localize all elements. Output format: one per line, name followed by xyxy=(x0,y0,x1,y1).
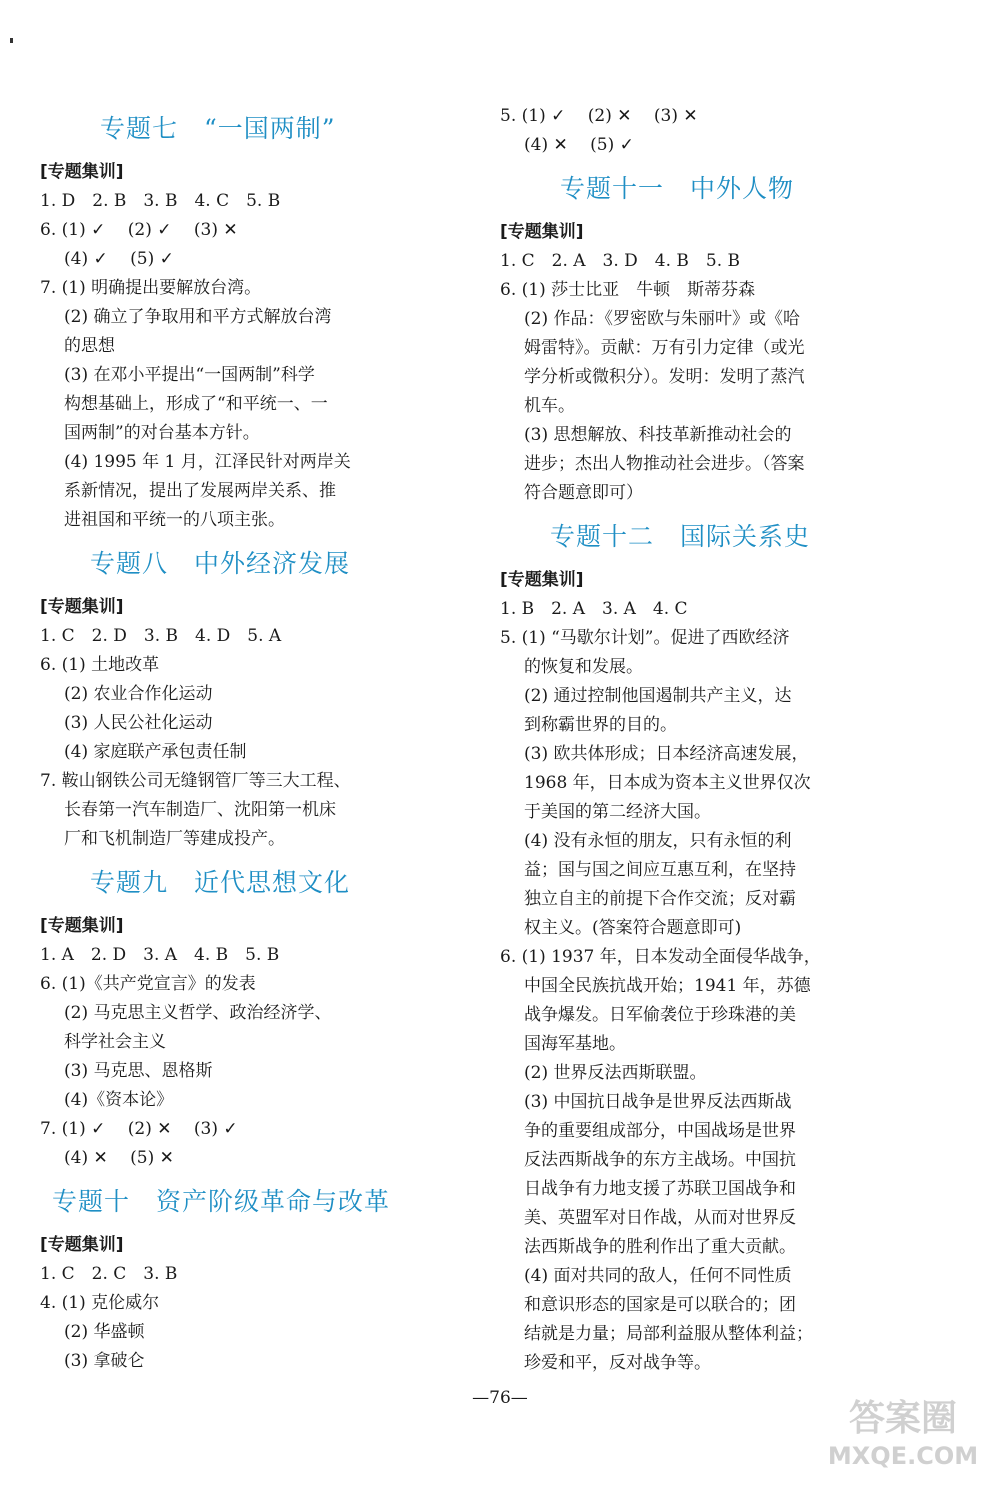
subsection-label: [专题集训] xyxy=(40,1235,124,1255)
answer-line: (4) 1995 年 1 月，江泽民针对两岸关 xyxy=(64,452,351,472)
answer-line: 到称霸世界的目的。 xyxy=(524,715,677,735)
subsection-label: [专题集训] xyxy=(500,570,584,590)
watermark-title: 答案圈 xyxy=(848,1398,958,1439)
answer-line: 1. C 2. A 3. D 4. B 5. B xyxy=(500,251,741,271)
answer-line: 战争爆发。日军偷袭位于珍珠港的美 xyxy=(524,1005,796,1025)
section-heading: 专题九 近代思想文化 xyxy=(90,868,351,897)
answer-line: 姆雷特》。贡献：万有引力定律（或光 xyxy=(524,338,805,358)
left-column xyxy=(40,100,440,1376)
watermark-url: MXQE.COM xyxy=(828,1442,978,1470)
section-heading: 专题十一 中外人物 xyxy=(560,174,795,203)
answer-line: 1. A 2. D 3. A 4. B 5. B xyxy=(40,945,280,965)
answer-line: 和意识形态的国家是可以联合的；团 xyxy=(524,1295,796,1315)
answer-line: 美、英盟军对日作战，从而对世界反 xyxy=(524,1208,796,1228)
answer-line: (2) 马克思主义哲学、政治经济学、 xyxy=(64,1003,332,1023)
answer-line: 进祖国和平统一的八项主张。 xyxy=(64,510,285,530)
answer-line: 反法西斯战争的东方主战场。中国抗 xyxy=(524,1150,796,1170)
answer-line: (2) 华盛顿 xyxy=(64,1322,145,1342)
answer-line: (4) ✕ (5) ✕ xyxy=(64,1148,174,1168)
answer-line: 国海军基地。 xyxy=(524,1034,626,1054)
answer-line: 国两制”的对台基本方针。 xyxy=(64,423,260,443)
answer-line: (2) 世界反法西斯联盟。 xyxy=(524,1063,707,1083)
section-heading: 专题十二 国际关系史 xyxy=(550,522,811,551)
subsection-label: [专题集训] xyxy=(40,597,124,617)
answer-line: 中国全民族抗战开始；1941 年，苏德 xyxy=(524,976,811,996)
answer-line: 进步；杰出人物推动社会进步。（答案 xyxy=(524,454,805,474)
answer-line: 机车。 xyxy=(524,396,575,416)
answer-line: 1. C 2. C 3. B xyxy=(40,1264,178,1284)
answer-line: (2) 通过控制他国遏制共产主义，达 xyxy=(524,686,792,706)
answer-line: 系新情况，提出了发展两岸关系、推 xyxy=(64,481,336,501)
answer-line: 长春第一汽车制造厂、沈阳第一机床 xyxy=(64,800,336,820)
answer-line: 日战争有力地支援了苏联卫国战争和 xyxy=(524,1179,796,1199)
answer-line: 学分析或微积分）。发明：发明了蒸汽 xyxy=(524,367,805,387)
section-heading: 专题七 “一国两制” xyxy=(100,114,336,143)
answer-line: 珍爱和平，反对战争等。 xyxy=(524,1353,711,1373)
subsection-label: [专题集训] xyxy=(500,222,584,242)
page-number: —76— xyxy=(472,1388,528,1408)
answer-line: 6. (1)《共产党宣言》的发表 xyxy=(40,974,256,994)
answer-line: 6. (1) 土地改革 xyxy=(40,655,160,675)
right-column xyxy=(500,102,900,1378)
answer-line: 的恢复和发展。 xyxy=(524,657,643,677)
answer-line: (2) 作品：《罗密欧与朱丽叶》或《哈 xyxy=(524,309,800,329)
answer-line: 1. B 2. A 3. A 4. C xyxy=(500,599,688,619)
answer-line: 7. 鞍山钢铁公司无缝钢管厂等三大工程、 xyxy=(40,771,351,791)
answer-line: 构想基础上，形成了“和平统一、一 xyxy=(64,394,328,414)
answer-line: 独立自主的前提下合作交流；反对霸 xyxy=(524,889,796,909)
watermark-logo xyxy=(828,1382,978,1482)
answer-line: (4) 没有永恒的朋友，只有永恒的利 xyxy=(524,831,792,851)
answer-line: 符合题意即可） xyxy=(524,483,643,503)
answer-line: 7. (1) ✓ (2) ✕ (3) ✓ xyxy=(40,1119,238,1139)
answer-line: 益；国与国之间应互惠互利，在坚持 xyxy=(524,860,796,880)
answer-line: 5. (1) “马歇尔计划”。促进了西欧经济 xyxy=(500,628,790,648)
answer-line: (3) 欧共体形成；日本经济高速发展， xyxy=(524,744,809,764)
section-heading: 专题十 资产阶级革命与改革 xyxy=(52,1187,391,1216)
answer-line: (3) 思想解放、科技革新推动社会的 xyxy=(524,425,792,445)
answer-line: (3) 马克思、恩格斯 xyxy=(64,1061,213,1081)
answer-line: (4) 面对共同的敌人，任何不同性质 xyxy=(524,1266,792,1286)
answer-line: 于美国的第二经济大国。 xyxy=(524,802,711,822)
answer-line: 7. (1) 明确提出要解放台湾。 xyxy=(40,278,262,298)
answer-line: (4) 家庭联产承包责任制 xyxy=(64,742,247,762)
answer-line: (3) 拿破仑 xyxy=(64,1351,145,1371)
answer-line: 的思想 xyxy=(64,336,115,356)
answer-line: 结就是力量；局部利益服从整体利益； xyxy=(524,1324,813,1344)
answer-line: (2) 确立了争取用和平方式解放台湾 xyxy=(64,307,332,327)
answer-line: (3) 中国抗日战争是世界反法西斯战 xyxy=(524,1092,792,1112)
answer-line: 权主义。(答案符合题意即可) xyxy=(524,918,742,938)
margin-mark xyxy=(10,38,13,43)
answer-line: 6. (1) 1937 年，日本发动全面侵华战争， xyxy=(500,947,821,967)
section-heading: 专题八 中外经济发展 xyxy=(90,549,351,578)
answer-line: 1. D 2. B 3. B 4. C 5. B xyxy=(40,191,281,211)
answer-line: (4)《资本论》 xyxy=(64,1090,174,1110)
answer-line: 6. (1) 莎士比亚 牛顿 斯蒂芬森 xyxy=(500,280,756,300)
answer-line: 法西斯战争的胜利作出了重大贡献。 xyxy=(524,1237,796,1257)
answer-line: 争的重要组成部分，中国战场是世界 xyxy=(524,1121,796,1141)
answer-line: 科学社会主义 xyxy=(64,1032,166,1052)
answer-line: (3) 在邓小平提出“一国两制”科学 xyxy=(64,365,315,385)
answer-line: (3) 人民公社化运动 xyxy=(64,713,213,733)
subsection-label: [专题集训] xyxy=(40,916,124,936)
answer-line: (4) ✓ (5) ✓ xyxy=(64,249,174,269)
subsection-label: [专题集训] xyxy=(40,162,124,182)
answer-line: 1. C 2. D 3. B 4. D 5. A xyxy=(40,626,282,646)
answer-line: (4) ✕ (5) ✓ xyxy=(524,135,634,155)
answer-line: 4. (1) 克伦威尔 xyxy=(40,1293,160,1313)
answer-line: 厂和飞机制造厂等建成投产。 xyxy=(64,829,285,849)
answer-line: (2) 农业合作化运动 xyxy=(64,684,213,704)
answer-line: 6. (1) ✓ (2) ✓ (3) ✕ xyxy=(40,220,238,240)
answer-line: 5. (1) ✓ (2) ✕ (3) ✕ xyxy=(500,106,698,126)
answer-line: 1968 年，日本成为资本主义世界仅次 xyxy=(524,773,811,793)
